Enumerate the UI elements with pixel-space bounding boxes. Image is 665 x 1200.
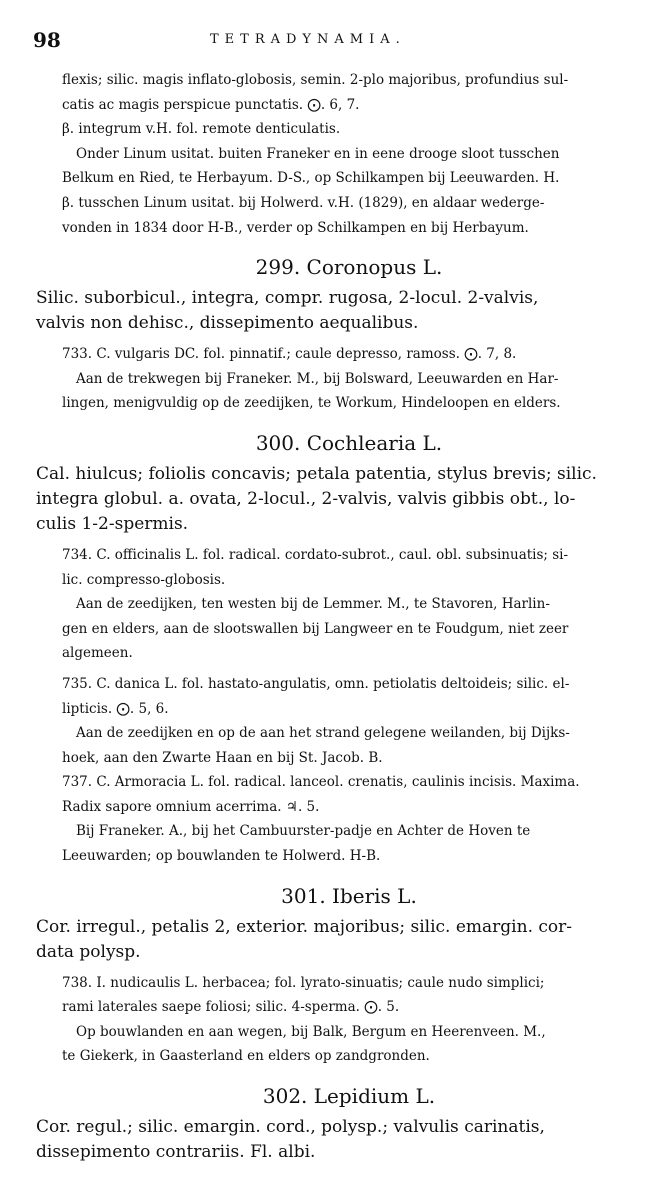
species-entry [62,971,636,1069]
text-line: flexis; silic. magis inflato-globosis, semin. 2-plo majoribus, profundius sul- [62,72,569,88]
genus-heading: 302. Lepidium L. [262,1084,436,1109]
genus-heading: 299. Coronopus L. [255,255,443,280]
locality-line: lingen, menigvuldig op de zeedijken, te Workum, Hindeloopen en elders. [62,395,561,412]
genus-description-line: valvis non dehisc., dissepimento aequalibus. [36,313,419,334]
locality-line: te Giekerk, in Gaasterland en elders op zandgronden. [62,1048,430,1065]
locality-line: gen en elders, aan de slootswallen bij Langweer en te Foudgum, niet zeer [62,620,569,637]
genus-description-line: Cal. hiulcus; foliolis concavis; petala patentia, stylus brevis; silic. [36,463,597,484]
page-number: 98 [33,28,61,52]
genus-description-line: integra globul. a. ovata, 2-locul., 2-valvis, valvis gibbis obt., lo- [36,488,576,509]
genus-section-cochlearia [36,430,636,869]
genus-description-line: culis 1-2-spermis. [36,513,189,534]
genus-heading: 300. Cochlearia L. [255,430,443,455]
genus-description-line: Cor. regul.; silic. emargin. cord., polysp.; valvulis carinatis, [36,1117,545,1138]
species-line: 733. C. vulgaris DC. fol. pinnatif.; caule depresso, ramoss. ⨀. 7, 8. [62,346,517,363]
text-line: Onder Linum usitat. buiten Franeker en in eene drooge sloot tusschen [76,145,560,162]
text-line: β. tusschen Linum usitat. bij Holwerd. v.H. (1829), en aldaar wederge- [62,194,545,211]
species-line: lipticis. ⨀. 5, 6. [62,700,169,717]
locality-line: Aan de zeedijken en op de aan het strand gelegene weilanden, bij Dijks- [76,725,570,742]
species-entry [62,770,636,868]
genus-description-line: data polysp. [36,941,141,962]
text-line: vonden in 1834 door H-B., verder op Schilkampen en bij Herbayum. [62,219,529,236]
species-entry [62,543,636,666]
species-entry [62,342,636,416]
species-line: 738. I. nudicaulis L. herbacea; fol. lyrato-sinuatis; caule nudo simplici; [62,974,545,991]
continued-entry [62,68,636,240]
species-line: 737. C. Armoracia L. fol. radical. lanceol. crenatis, caulinis incisis. Maxima. [62,774,580,791]
page-header [0,28,665,52]
locality-line: algemeen. [62,645,133,662]
locality-line: Aan de trekwegen bij Franeker. M., bij Bolsward, Leeuwarden en Har- [76,370,559,387]
genus-heading: 301. Iberis L. [281,883,417,908]
species-line: 734. C. officinalis L. fol. radical. cordato-subrot., caul. obl. subsinuatis; si- [62,546,569,563]
genus-description-line: Silic. suborbicul., integra, compr. rugosa, 2-locul. 2-valvis, [36,288,539,309]
genus-section-iberis [36,883,636,1069]
text-line: Belkum en Ried, te Herbayum. D-S., op Schilkampen bij Leeuwarden. H. [62,170,560,187]
genus-section-coronopus [36,254,636,416]
page-body [36,68,636,1165]
genus-description-line: Cor. irregul., petalis 2, exterior. majoribus; silic. emargin. cor- [36,916,572,937]
locality-line: Bij Franeker. A., bij het Cambuurster-padje en Achter de Hoven te [76,823,531,840]
locality-line: hoek, aan den Zwarte Haan en bij St. Jacob. B. [62,749,383,766]
locality-line: Aan de zeedijken, ten westen bij de Lemmer. M., te Stavoren, Harlin- [76,596,550,613]
locality-line: Leeuwarden; op bouwlanden te Holwerd. H-B. [62,848,381,865]
species-line: 735. C. danica L. fol. hastato-angulatis, omn. petiolatis deltoideis; silic. el- [62,675,570,692]
species-line: lic. compresso-globosis. [62,571,226,588]
text-line: β. integrum v.H. fol. remote denticulatis. [62,121,341,138]
species-entry [62,672,636,770]
running-title: TETRADYNAMIA. [210,32,406,47]
genus-section-lepidium [36,1083,636,1165]
genus-description-line: dissepimento contrariis. Fl. albi. [36,1142,316,1163]
text-line: catis ac magis perspicue punctatis. ⨀. 6, 7. [62,96,360,113]
locality-line: Op bouwlanden en aan wegen, bij Balk, Bergum en Heerenveen. M., [76,1023,546,1040]
species-line: rami laterales saepe foliosi; silic. 4-sperma. ⨀. 5. [62,999,400,1016]
species-line: Radix sapore omnium acerrima. ♃. 5. [62,798,320,815]
